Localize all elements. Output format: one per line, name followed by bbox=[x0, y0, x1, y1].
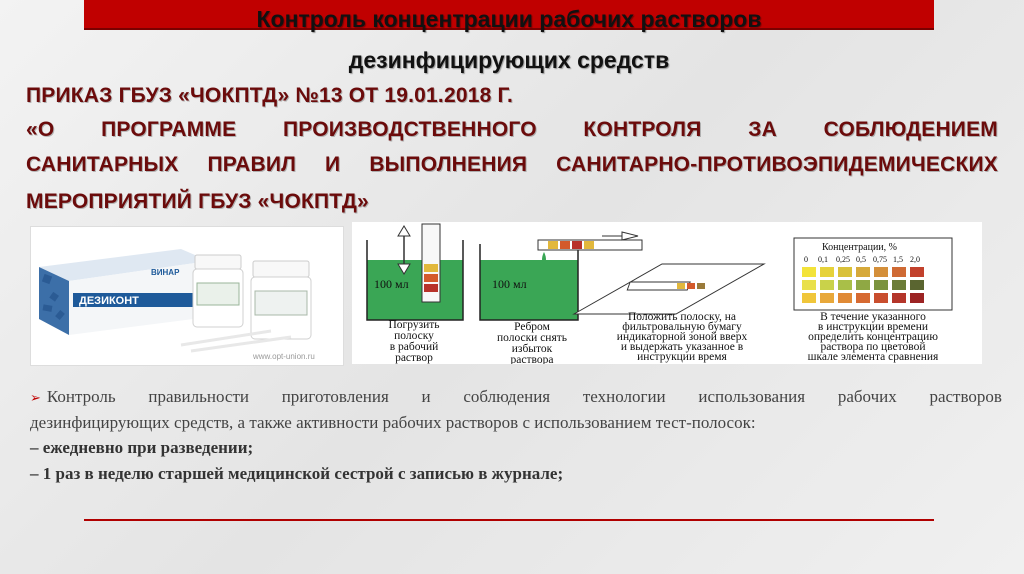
step1-caption bbox=[388, 319, 439, 364]
caption-line: раствор bbox=[395, 352, 433, 364]
caption-line: в рабочий bbox=[389, 341, 439, 353]
scale-cell bbox=[910, 293, 924, 303]
scale-value: 0,25 bbox=[836, 255, 850, 264]
order-word: САНИТАРНЫХ bbox=[26, 153, 179, 176]
scale-cell bbox=[802, 267, 816, 277]
scale-value: 0,1 bbox=[818, 255, 828, 264]
scale-cell bbox=[874, 267, 888, 277]
order-word: СОБЛЮДЕНИЕМ bbox=[823, 118, 998, 141]
order-word: САНИТАРНО-ПРОТИВОЭПИДЕМИЧЕСКИХ bbox=[556, 153, 998, 176]
order-title-line2 bbox=[26, 118, 998, 142]
scale-value: 1,5 bbox=[893, 255, 903, 264]
caption-line: Погрузить bbox=[388, 319, 440, 331]
order-title-line4: МЕРОПРИЯТИЙ ГБУЗ «ЧОКПТД» bbox=[26, 190, 369, 213]
scale-cell bbox=[820, 267, 834, 277]
scale-value: 2,0 bbox=[910, 255, 920, 264]
para-word: растворов bbox=[929, 387, 1002, 406]
bullet-arrow-icon: ➢ bbox=[30, 390, 41, 405]
order-word: ПРОИЗВОДСТВЕННОГО bbox=[282, 118, 537, 141]
scale-cell bbox=[910, 280, 924, 290]
scale-cell bbox=[820, 280, 834, 290]
para-word: и bbox=[421, 387, 431, 406]
order-word: ПРОГРАММЕ bbox=[101, 118, 237, 141]
step2-caption bbox=[497, 321, 567, 364]
caption-line: раствора по цветовой bbox=[820, 341, 926, 353]
step3-caption bbox=[617, 311, 748, 363]
caption-line: шкале элемента сравнения bbox=[807, 351, 939, 363]
volume-label: 100 мл bbox=[374, 277, 409, 291]
caption-line: Ребром bbox=[514, 321, 550, 333]
order-word: И bbox=[325, 153, 341, 176]
caption-line: полоску bbox=[394, 330, 434, 342]
volume-label: 100 мл bbox=[492, 277, 527, 291]
scale-cell bbox=[874, 280, 888, 290]
scale-value: 0,75 bbox=[873, 255, 887, 264]
paragraph-line1 bbox=[30, 384, 1002, 410]
product-photo bbox=[30, 226, 344, 366]
para-word: технологии bbox=[582, 387, 666, 406]
scale-cell bbox=[856, 293, 870, 303]
step4-caption bbox=[808, 311, 939, 363]
scale-cell bbox=[802, 293, 816, 303]
scale-value: 0,5 bbox=[856, 255, 866, 264]
caption-line: фильтровальную бумагу bbox=[622, 321, 742, 333]
scale-cell bbox=[856, 267, 870, 277]
para-word: рабочих bbox=[837, 387, 897, 406]
color-scale bbox=[794, 238, 952, 310]
caption-line: и выдержать указанное в bbox=[620, 341, 744, 353]
scale-cell bbox=[892, 280, 906, 290]
scale-cell bbox=[892, 293, 906, 303]
para-word: использования bbox=[698, 387, 806, 406]
scale-cell bbox=[856, 280, 870, 290]
product-maker: ВИНАР bbox=[151, 268, 180, 277]
order-word: ВЫПОЛНЕНИЯ bbox=[369, 153, 528, 176]
scale-title: Концентрации, % bbox=[822, 242, 897, 253]
scale-cell bbox=[838, 280, 852, 290]
scale-cell bbox=[910, 267, 924, 277]
test-strip-instruction-diagram bbox=[352, 222, 982, 364]
paragraph-line2: дезинфицирующих средств, а также активности рабочих растворов с использованием тест-полосок: bbox=[30, 413, 756, 432]
scale-cell bbox=[838, 267, 852, 277]
product-brand: ДЕЗИКОНТ bbox=[79, 295, 139, 307]
scale-cell bbox=[820, 293, 834, 303]
caption-line: раствора bbox=[510, 354, 554, 364]
step3-illustration bbox=[574, 264, 764, 314]
scale-cell bbox=[838, 293, 852, 303]
order-word: ПРАВИЛ bbox=[207, 153, 297, 176]
scale-cell bbox=[802, 280, 816, 290]
photo-watermark: www.opt-union.ru bbox=[253, 352, 315, 361]
caption-line: в инструкции времени bbox=[817, 321, 929, 333]
caption-line: определить концентрацию bbox=[808, 331, 938, 343]
slide-title-line1: Контроль концентрации рабочих растворов bbox=[256, 6, 762, 32]
scale-cell bbox=[892, 267, 906, 277]
order-word: ЗА bbox=[748, 118, 777, 141]
frequency-daily: – ежедневно при разведении; bbox=[30, 438, 254, 457]
scale-value: 0 bbox=[804, 255, 808, 264]
caption-line: В течение указанного bbox=[820, 311, 926, 323]
para-word: ➢ Контроль bbox=[30, 387, 116, 406]
control-description bbox=[30, 384, 1002, 435]
order-heading: ПРИКАЗ ГБУЗ «ЧОКПТД» №13 ОТ 19.01.2018 Г. bbox=[26, 84, 514, 107]
caption-line: Положить полоску, на bbox=[627, 311, 737, 323]
scale-cell bbox=[874, 293, 888, 303]
caption-line: инструкции время bbox=[637, 351, 727, 363]
step1-illustration bbox=[367, 224, 463, 320]
para-word: соблюдения bbox=[463, 387, 551, 406]
caption-line: избыток bbox=[511, 343, 553, 355]
para-word: правильности bbox=[148, 387, 249, 406]
order-word: «О bbox=[26, 118, 55, 141]
order-word: КОНТРОЛЯ bbox=[583, 118, 702, 141]
slide-title-line2: дезинфицирующих средств bbox=[348, 47, 670, 73]
caption-line: полоски снять bbox=[496, 332, 568, 344]
bottom-divider bbox=[84, 519, 934, 521]
frequency-weekly: – 1 раз в неделю старшей медицинской сестрой с записью в журнале; bbox=[30, 464, 564, 483]
caption-line: индикаторной зоной вверх bbox=[616, 331, 748, 343]
para-word: приготовления bbox=[281, 387, 389, 406]
order-title-line3 bbox=[26, 153, 998, 177]
